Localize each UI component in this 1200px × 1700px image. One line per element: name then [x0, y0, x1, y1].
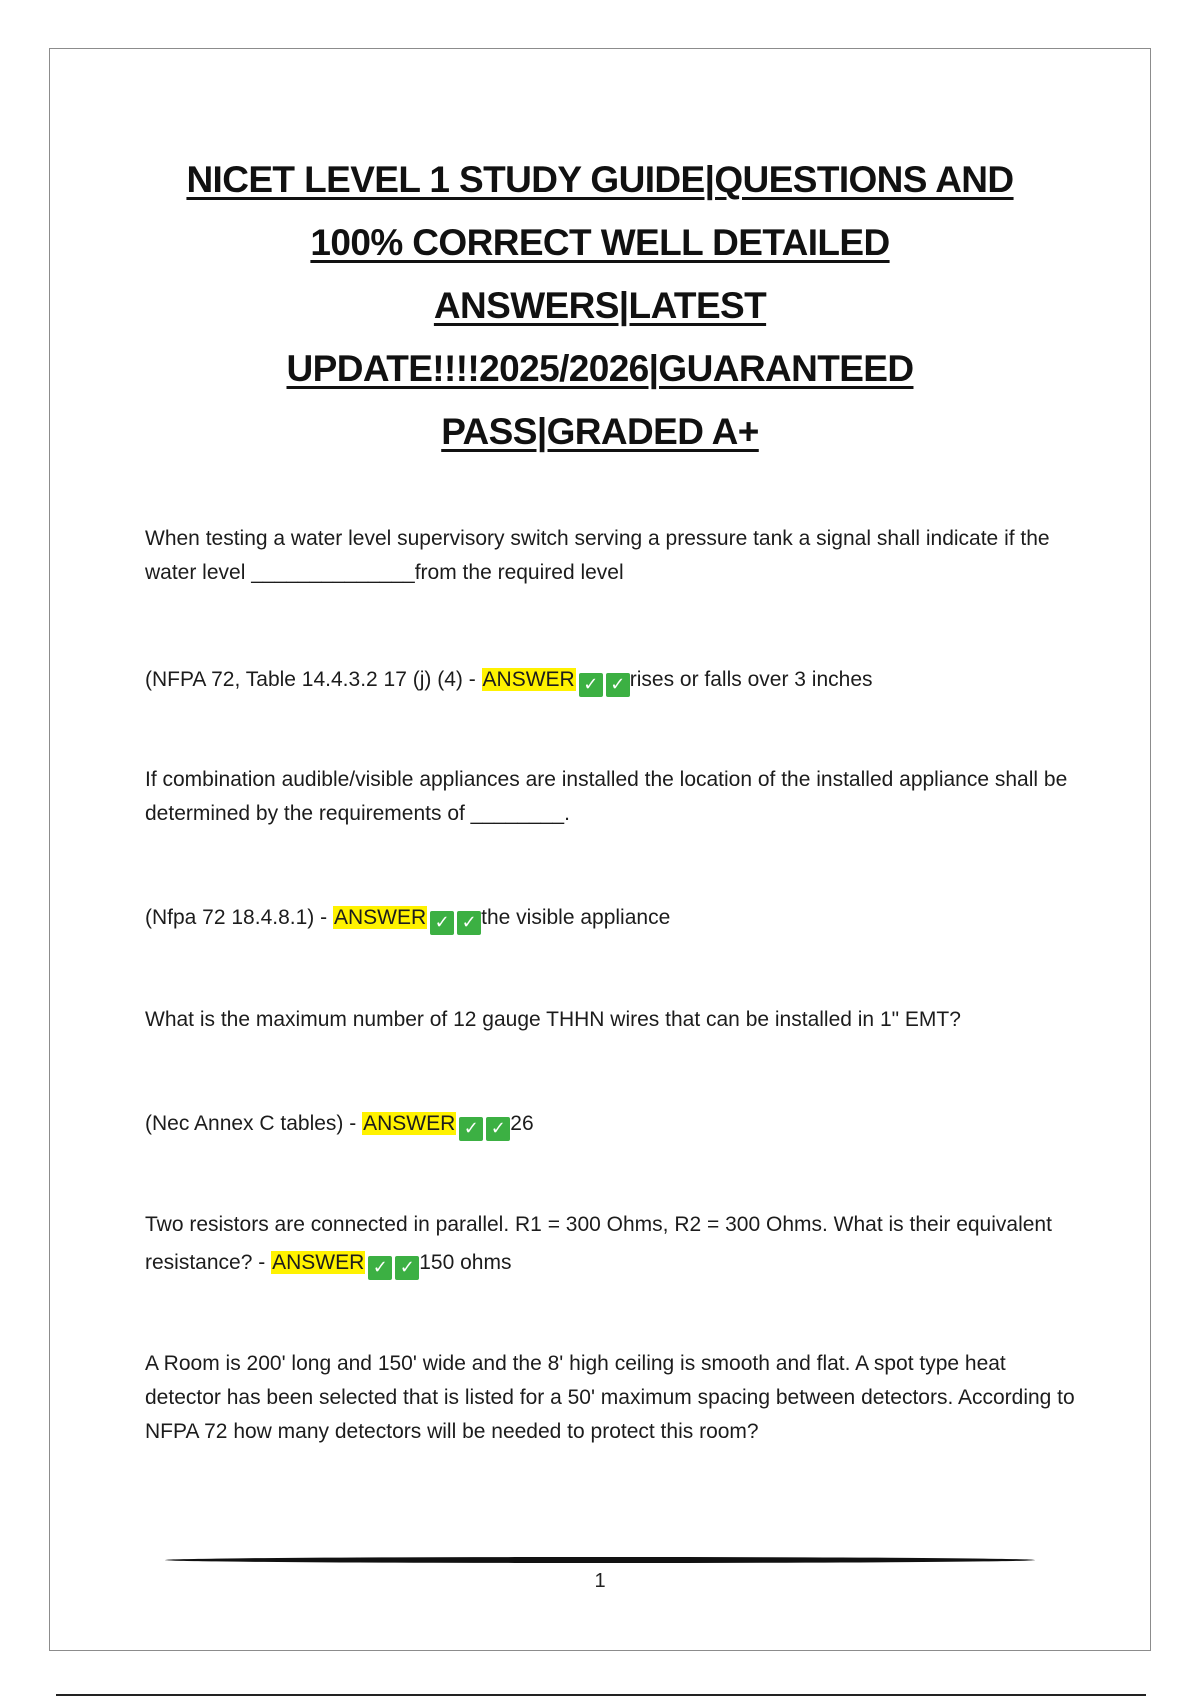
document-title — [130, 148, 1070, 463]
reference-text: (Nec Annex C tables) - — [145, 1112, 363, 1135]
answer-label-highlight: ANSWER — [363, 1112, 456, 1135]
check-icon: ✓ — [579, 673, 603, 697]
check-icon: ✓ — [368, 1256, 392, 1280]
answer-paragraph — [145, 901, 1075, 935]
answer-text: 150 ohms — [419, 1251, 512, 1274]
check-icon: ✓ — [395, 1256, 419, 1280]
question-text: When testing a water level supervisory switch serving a pressure tank a signal shall indicate if the water level ______________from the required level — [145, 527, 1050, 584]
question-paragraph — [145, 522, 1075, 590]
footer-rule — [165, 1557, 1035, 1563]
question-paragraph — [145, 1347, 1075, 1449]
answer-label-highlight: ANSWER — [272, 1251, 365, 1274]
title-line: NICET LEVEL 1 STUDY GUIDE|QUESTIONS AND — [186, 159, 1014, 200]
question-text: A Room is 200' long and 150' wide and the 8' high ceiling is smooth and flat. A spot type heat detector has been selected that is listed for a 50' maximum spacing between detectors. According to NFPA 72 how many detectors will be needed to protect this room? — [145, 1352, 1075, 1443]
answer-label-highlight: ANSWER — [482, 668, 575, 691]
answer-paragraph — [145, 1107, 1075, 1141]
page-number: 1 — [594, 1570, 606, 1592]
answer-text: rises or falls over 3 inches — [629, 668, 873, 691]
reference-text: (NFPA 72, Table 14.4.3.2 17 (j) (4) - — [145, 668, 482, 691]
question-paragraph — [145, 763, 1075, 831]
bottom-divider — [56, 1694, 1146, 1696]
question-text: Two resistors are connected in parallel. R1 = 300 Ohms, R2 = 300 Ohms. What is their equivalent resistance? - — [145, 1213, 1052, 1274]
check-icon: ✓ — [457, 911, 481, 935]
check-icon: ✓ — [459, 1117, 483, 1141]
answer-text: the visible appliance — [481, 906, 671, 929]
answer-paragraph — [145, 663, 1075, 697]
question-text: What is the maximum number of 12 gauge THHN wires that can be installed in 1" EMT? — [145, 1008, 961, 1031]
check-icon: ✓ — [430, 911, 454, 935]
answer-label-highlight: ANSWER — [333, 906, 427, 929]
title-line: UPDATE!!!!2025/2026|GUARANTEED — [286, 348, 914, 389]
title-line: 100% CORRECT WELL DETAILED — [310, 222, 890, 263]
check-icon: ✓ — [606, 673, 630, 697]
title-line: PASS|GRADED A+ — [441, 411, 759, 452]
question-text: If combination audible/visible appliances are installed the location of the installed appliance shall be determined by the requirements of ________. — [145, 768, 1068, 825]
reference-text: (Nfpa 72 18.4.8.1) - — [145, 906, 333, 929]
answer-text: 26 — [510, 1112, 534, 1135]
question-answer-paragraph — [145, 1206, 1075, 1282]
question-paragraph — [145, 1003, 1075, 1037]
check-icon: ✓ — [486, 1117, 510, 1141]
title-line: ANSWERS|LATEST — [433, 285, 767, 326]
